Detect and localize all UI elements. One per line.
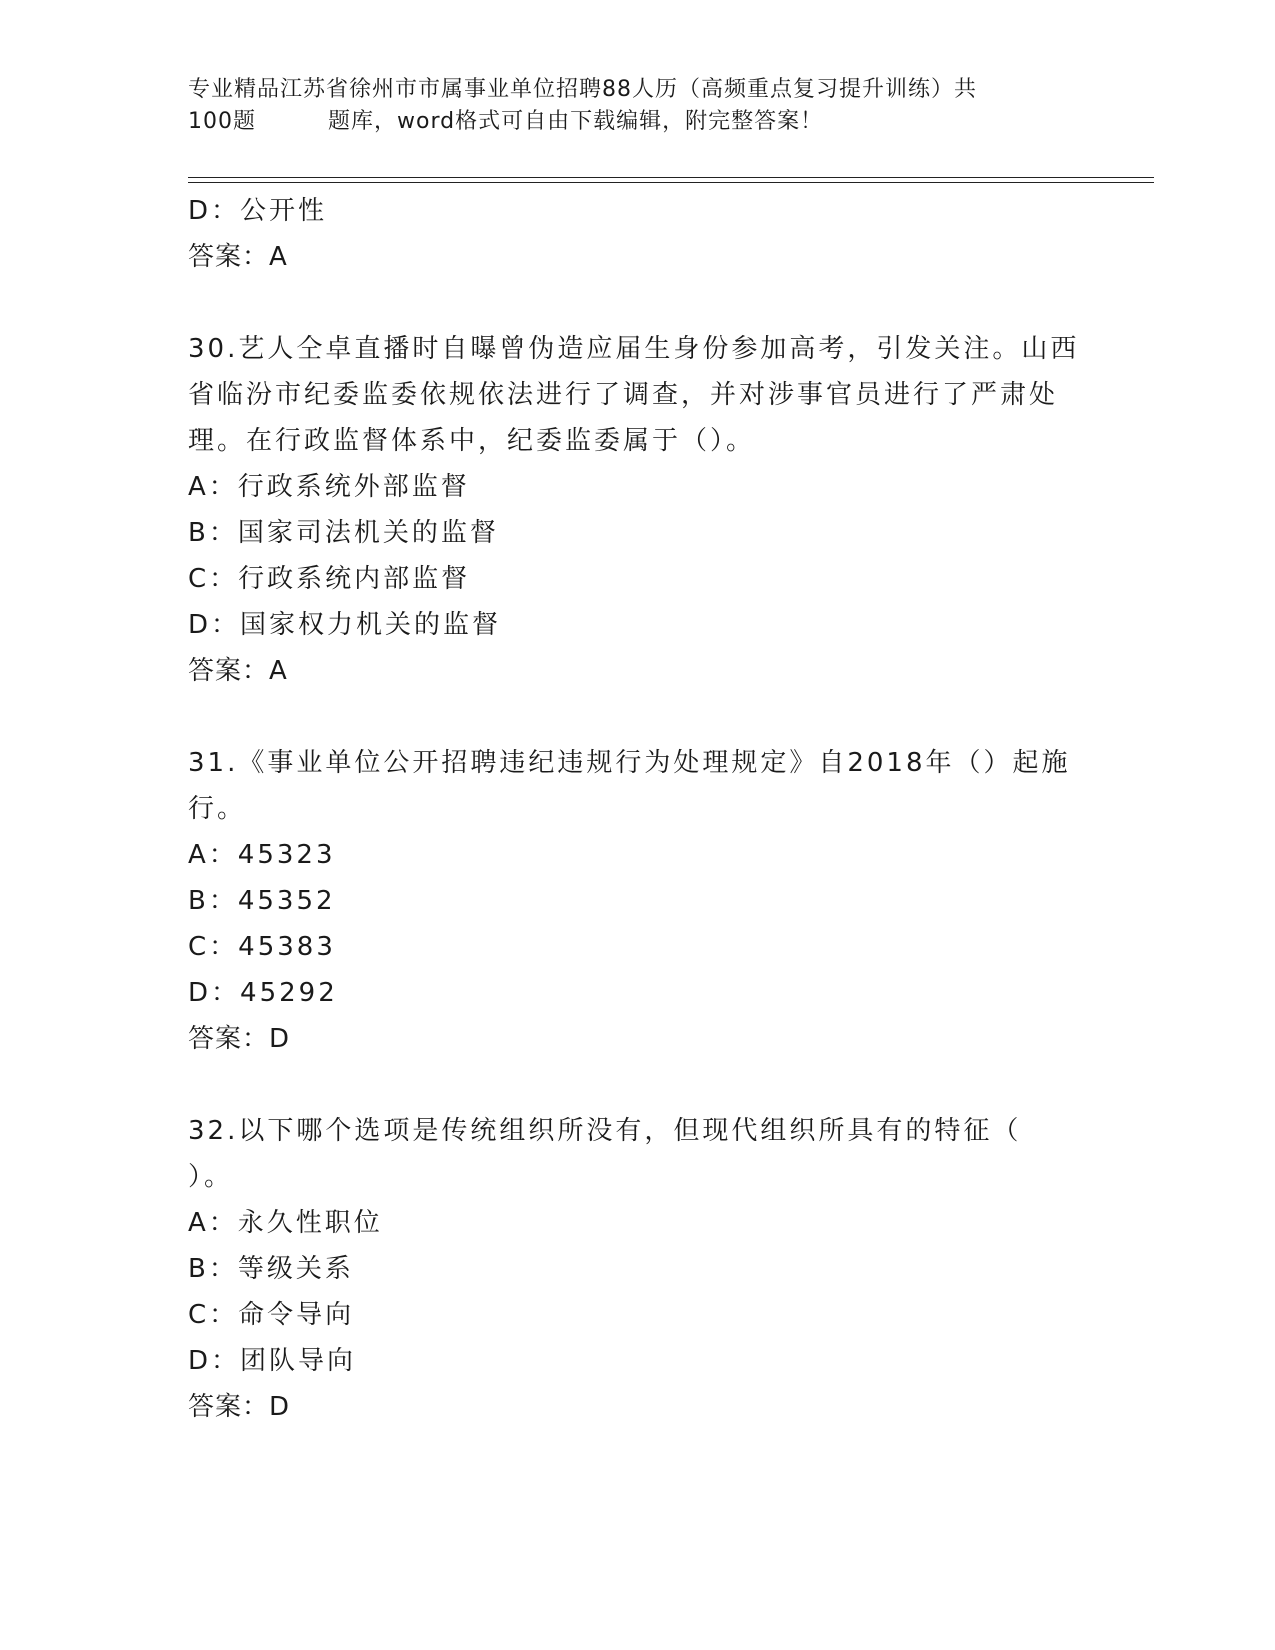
question-text-line: 32.以下哪个选项是传统组织所没有，但现代组织所具有的特征（ <box>188 1116 1022 1146</box>
question-30 <box>188 326 1088 694</box>
header-line-1: 专业精品江苏省徐州市市属事业单位招聘88人历（高频重点复习提升训练）共 <box>188 77 977 102</box>
answer: 答案：A <box>188 656 288 686</box>
option-b: B：国家司法机关的监督 <box>188 518 499 548</box>
option-d: D：团队导向 <box>188 1346 357 1376</box>
header-description: 题库，word格式可自由下载编辑，附完整答案！ <box>328 109 824 134</box>
spacer <box>188 694 1088 740</box>
question-31 <box>188 740 1088 1062</box>
prev-option-d: D：公开性 <box>188 196 328 226</box>
question-text-line: 理。在行政监督体系中，纪委监委属于（）。 <box>188 426 756 456</box>
question-text-line: 31.《事业单位公开招聘违纪违规行为处理规定》自2018年（）起施 <box>188 748 1071 778</box>
option-c: C：行政系统内部监督 <box>188 564 471 594</box>
option-a: A：永久性职位 <box>188 1208 383 1238</box>
option-a: A：45323 <box>188 840 336 870</box>
question-text-line: 省临汾市纪委监委依规依法进行了调查，并对涉事官员进行了严肃处 <box>188 380 1059 410</box>
option-b: B：等级关系 <box>188 1254 354 1284</box>
option-d: D：国家权力机关的监督 <box>188 610 502 640</box>
header-rule-bottom <box>188 182 1154 183</box>
question-text-line: 30.艺人仝卓直播时自曝曾伪造应届生身份参加高考，引发关注。山西 <box>188 334 1080 364</box>
header-count: 100题 <box>188 109 256 134</box>
option-b: B：45352 <box>188 886 336 916</box>
answer: 答案：D <box>188 1024 291 1054</box>
option-a: A：行政系统外部监督 <box>188 472 470 502</box>
spacer <box>188 1062 1088 1108</box>
question-32 <box>188 1108 1088 1430</box>
question-text-line: 行。 <box>188 794 247 824</box>
option-c: C：命令导向 <box>188 1300 355 1330</box>
option-d: D：45292 <box>188 978 338 1008</box>
document-header <box>188 74 1068 138</box>
option-c: C：45383 <box>188 932 336 962</box>
header-gap <box>256 106 328 138</box>
question-text-line: ）。 <box>188 1162 234 1192</box>
prev-answer: 答案：A <box>188 242 288 272</box>
spacer <box>188 280 1088 326</box>
header-line-2 <box>188 106 1068 138</box>
question-content <box>188 188 1088 1430</box>
answer: 答案：D <box>188 1392 291 1422</box>
header-rule-top <box>188 177 1154 178</box>
